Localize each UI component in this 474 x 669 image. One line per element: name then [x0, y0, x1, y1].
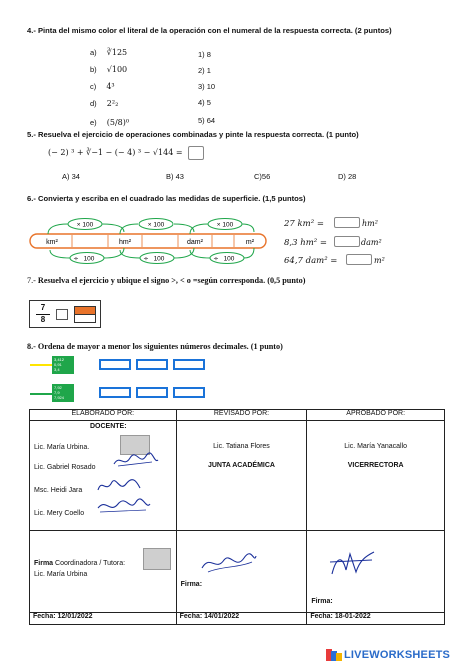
unit-label-hm2: hm²	[118, 239, 132, 246]
factor-top-2: × 100	[147, 221, 165, 229]
q4-answer-5: 5) 64	[198, 116, 216, 125]
docente-1: Lic. María Urbina.	[34, 444, 90, 451]
q7-title: 7.- Resuelva el ejercicio y ubique el signo >, < o =según corresponda. (0,5 punto)	[27, 276, 306, 285]
stamp-image	[143, 548, 171, 570]
q5-expression: (− 2) ³ + ∛−1 − (− 4) ³ − √144 =	[48, 148, 183, 157]
sign-input-box[interactable]	[56, 309, 68, 320]
docente-2: Lic. Gabriel Rosado	[34, 464, 96, 471]
header-elaborado: ELABORADO POR:	[30, 410, 177, 421]
docente-label: DOCENTE:	[90, 423, 127, 430]
order-2-box-3[interactable]	[173, 387, 205, 398]
order-1-box-3[interactable]	[173, 359, 205, 370]
exercise-2-input[interactable]	[334, 236, 360, 247]
brand-name: LIVEWORKSHEETS	[344, 649, 451, 661]
signature-table	[29, 409, 445, 625]
q5-option-d[interactable]: D) 28	[338, 172, 357, 181]
order-2-box-1[interactable]	[99, 387, 131, 398]
exercise-3-right: m²	[374, 256, 385, 265]
fecha-elaborado: Fecha: 12/01/2022	[30, 613, 177, 625]
factor-top-3: × 100	[216, 221, 234, 229]
exercise-2-right: dam²	[361, 238, 382, 247]
q4-title: 4.- Pinta del mismo color el literal de la operación con el numeral de la respuesta correcta. (2 puntos)	[27, 26, 392, 35]
set2-value: 7,9	[54, 390, 60, 395]
firma-aprobado-label: Firma:	[311, 598, 333, 605]
conversion-diagram	[28, 218, 268, 264]
fraction-numerator: 7	[40, 303, 46, 312]
q5-title: 5.- Resuelva el ejercicio de operaciones combinadas y pinte la respuesta correcta. (1 punto)	[27, 130, 359, 139]
header-revisado: REVISADO POR:	[176, 410, 307, 421]
set1-marker	[30, 357, 52, 373]
revisado-role: JUNTA ACADÉMICA	[207, 462, 275, 469]
aprobado-cell	[307, 421, 445, 531]
exercise-2-left: 8,3 hm² =	[284, 238, 327, 248]
q4-answer-4: 4) 5	[198, 98, 211, 107]
fecha-aprobado: Fecha: 18-01-2022	[307, 613, 445, 625]
q5-option-a[interactable]: A) 34	[62, 172, 80, 181]
set1-value: 3,4	[54, 367, 60, 372]
factor-bottom-2: 100	[153, 255, 165, 263]
conversion-diagram-svg	[28, 218, 268, 264]
order-1-box-1[interactable]	[99, 359, 131, 370]
fecha-revisado: Fecha: 14/01/2022	[176, 613, 307, 625]
exercise-1-left: 27 km² =	[284, 219, 324, 229]
docente-3: Msc. Heidi Jara	[34, 487, 83, 494]
fraction-grid	[74, 306, 96, 323]
set2-card	[52, 384, 74, 402]
q4-answer-2: 2) 1	[198, 66, 211, 75]
factor-bottom-3: 100	[223, 255, 235, 263]
set2-value: 7,92	[54, 385, 62, 390]
q7-fraction-card	[29, 300, 101, 328]
liveworksheets-icon	[326, 648, 342, 662]
set1-value: 3,412	[54, 357, 65, 362]
q4-answer-1: 1) 8	[198, 50, 211, 59]
set1-card	[52, 356, 74, 374]
order-2-box-2[interactable]	[136, 387, 168, 398]
set1-value: 0,91	[54, 362, 62, 367]
q4-option-a: a) ∛125	[90, 48, 128, 57]
q5-answer-box[interactable]	[188, 146, 204, 160]
unit-label-km2: km²	[46, 239, 58, 246]
q5-option-c[interactable]: C)56	[254, 172, 271, 181]
exercise-1-input[interactable]	[334, 217, 360, 228]
q8-title: 8.- Ordena de mayor a menor los siguientes números decimales. (1 punto)	[27, 342, 283, 351]
fraction-denominator: 8	[40, 315, 46, 324]
factor-top-1: × 100	[76, 221, 94, 229]
firma-coord-cell	[30, 531, 177, 613]
firma-coord-name: Lic. María Urbina	[34, 571, 88, 578]
docente-4: Lic. Mery Coello	[34, 510, 85, 517]
aprobado-name: Lic. María Yanacallo	[344, 443, 408, 450]
factor-bottom-1: 100	[83, 255, 95, 263]
q4-option-e: e) (5/8)⁰	[90, 118, 130, 127]
signature-aprobado	[326, 548, 378, 582]
unit-label-m2: m²	[245, 239, 255, 246]
liveworksheets-logo	[326, 648, 450, 662]
set2-marker	[30, 386, 52, 402]
revisado-name: Lic. Tatiana Flores	[213, 443, 270, 450]
firma-revisado-label: Firma:	[180, 581, 203, 588]
signature-coello	[96, 496, 152, 516]
q6-title: 6.- Convierta y escriba en el cuadrado las medidas de superficie. (1,5 puntos)	[27, 194, 306, 203]
signature-rosado	[112, 450, 160, 470]
header-aprobado: APROBADO POR:	[307, 410, 445, 421]
exercise-3-left: 64,7 dam² =	[284, 256, 338, 266]
revisado-cell	[176, 421, 307, 531]
divide-icon: ÷	[213, 254, 219, 263]
q5-option-b[interactable]: B) 43	[166, 172, 184, 181]
divide-icon: ÷	[143, 254, 149, 263]
divide-icon: ÷	[73, 254, 79, 263]
set2-value: 7,924	[54, 395, 65, 400]
order-1-box-2[interactable]	[136, 359, 168, 370]
exercise-3-input[interactable]	[346, 254, 372, 265]
q4-option-b: b) √100	[90, 65, 128, 74]
q4-answer-3: 3) 10	[198, 82, 216, 91]
q4-option-c: c) 4³	[90, 82, 115, 91]
firma-coord-label: Firma Coordinadora / Tutora:	[34, 560, 126, 567]
exercise-1-right: hm²	[362, 219, 378, 228]
signature-revisado	[198, 548, 258, 576]
unit-label-dam2: dam²	[187, 239, 203, 246]
signature-jara	[96, 474, 142, 496]
aprobado-role: VICERRECTORA	[347, 462, 404, 469]
q4-option-d: d) 2²₂	[90, 99, 119, 108]
